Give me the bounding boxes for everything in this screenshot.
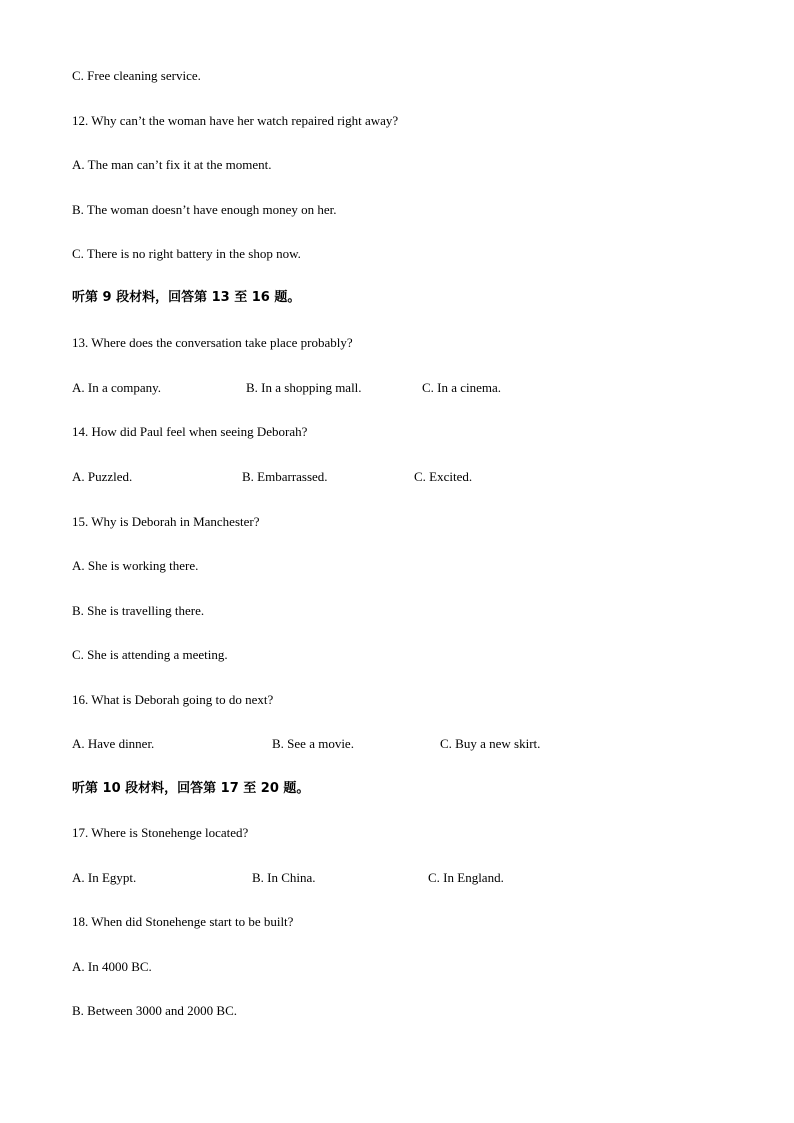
q12-option-b: B. The woman doesn’t have enough money on her. [72, 202, 337, 217]
q14-option-c: C. Excited. [414, 469, 473, 484]
q16-option-a: A. Have dinner. [72, 736, 155, 751]
question-15: 15. Why is Deborah in Manchester? [72, 514, 260, 529]
q13-option-c: C. In a cinema. [422, 380, 502, 395]
question-13: 13. Where does the conversation take place probably? [72, 335, 353, 350]
q17-option-b: B. In China. [252, 870, 316, 885]
question-12: 12. Why can’t the woman have her watch repaired right away? [72, 113, 399, 128]
question-18: 18. When did Stonehenge start to be built? [72, 914, 294, 929]
q12-option-a: A. The man can’t fix it at the moment. [72, 157, 272, 172]
q12-option-c: C. There is no right battery in the shop now. [72, 246, 301, 261]
q14-option-a: A. Puzzled. [72, 469, 133, 484]
q13-option-a: A. In a company. [72, 380, 162, 395]
section-heading-10: 听第 10 段材料，回答第 17 至 20 题。 [72, 781, 310, 796]
q18-option-b: B. Between 3000 and 2000 BC. [72, 1003, 238, 1018]
section-heading-9: 听第 9 段材料，回答第 13 至 16 题。 [72, 290, 301, 305]
q16-option-c: C. Buy a new skirt. [440, 736, 541, 751]
q15-option-b: B. She is travelling there. [72, 603, 205, 618]
q15-option-a: A. She is working there. [72, 558, 199, 573]
q18-option-a: A. In 4000 BC. [72, 959, 152, 974]
question-17: 17. Where is Stonehenge located? [72, 825, 249, 840]
question-16: 16. What is Deborah going to do next? [72, 692, 274, 707]
q16-option-b: B. See a movie. [272, 736, 354, 751]
q11-option-c: C. Free cleaning service. [72, 68, 201, 83]
q17-option-c: C. In England. [428, 870, 504, 885]
q15-option-c: C. She is attending a meeting. [72, 647, 228, 662]
q13-option-b: B. In a shopping mall. [246, 380, 362, 395]
q14-option-b: B. Embarrassed. [242, 469, 328, 484]
q17-option-a: A. In Egypt. [72, 870, 137, 885]
question-14: 14. How did Paul feel when seeing Deborah? [72, 424, 308, 439]
